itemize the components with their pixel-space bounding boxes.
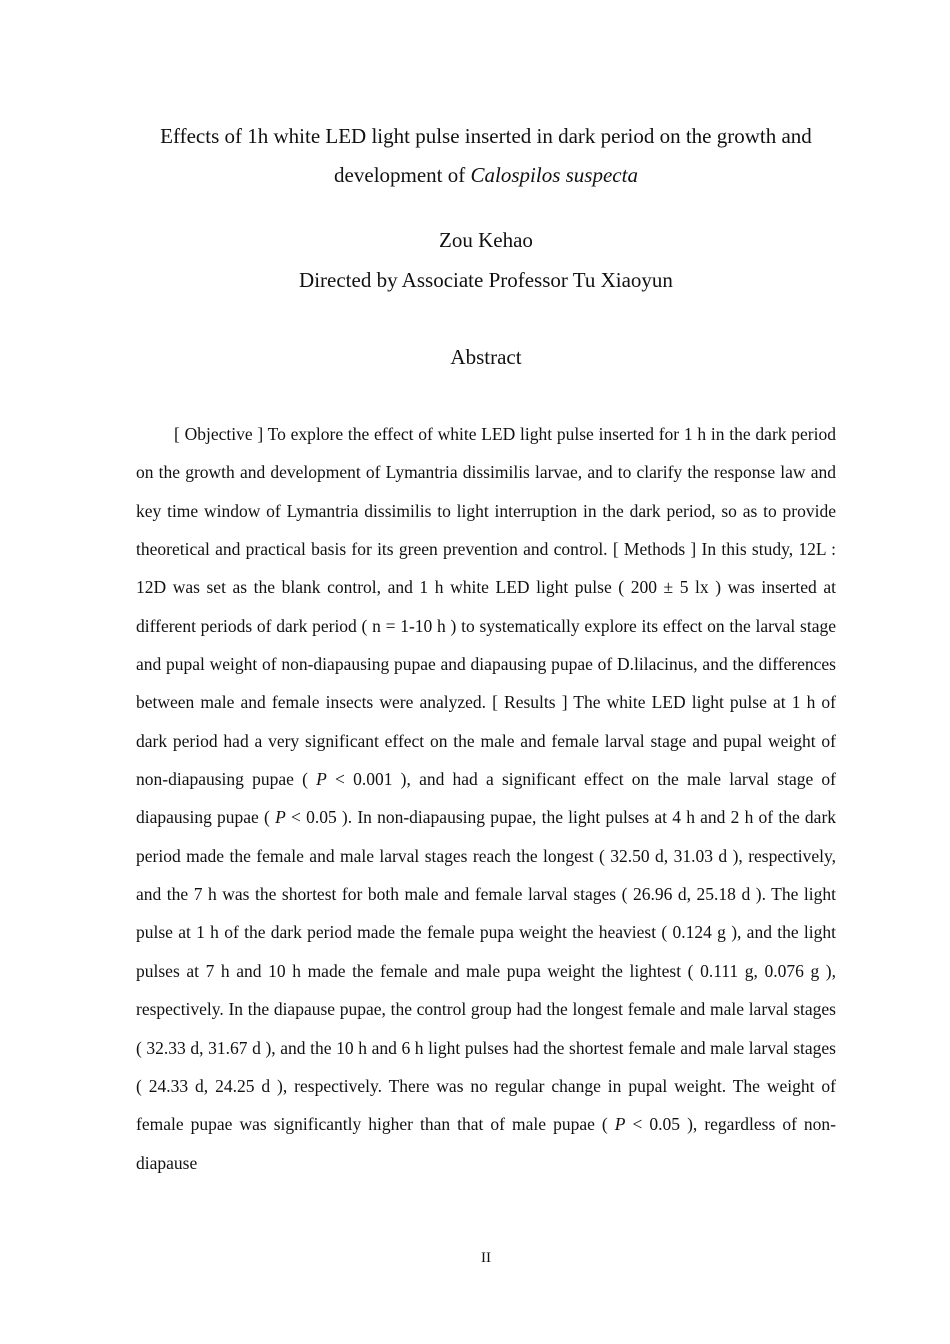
title-species: Calospilos suspecta	[470, 163, 638, 187]
p-value-symbol: P	[316, 769, 327, 790]
p-value-symbol: P	[614, 1114, 626, 1135]
p-value-symbol: P	[275, 807, 286, 828]
abstract-text-4: < 0.05 ), regardless of non-diapause	[136, 1114, 837, 1173]
abstract-text-3: < 0.05 ). In non-diapausing pupae, the light pulses at 4 h and 2 h of the dark period made the female and male larval stages reach the longest ( 32.50 d, 31.03 d ), respectively, and the 7 h was the shortest for both male and female larval stages ( 26.96 d, 25.18 d ). The light pulse at 1 h of the dark period made the female pupa weight the heaviest ( 0.124 g ), and the light pulses at 7 h and 10 h made the female and male pupa weight the lightest ( 0.111 g, 0.076 g ), respectively. In the diapause pupae, the control group had the longest female and male larval stages ( 32.33 d, 31.67 d ), and the 10 h and 6 h light pulses had the shortest female and male larval stages ( 24.33 d, 24.25 d ), respectively. There was no regular change in pupal weight. The weight of female pupae was significantly higher than that of male pupae (	[136, 807, 837, 1135]
title-main: Effects of 1h white LED light pulse inserted in dark period on the growth and development of	[160, 124, 812, 187]
abstract-text-1: [ Objective ] To explore the effect of white LED light pulse inserted for 1 h in the dark period on the growth and development of Lymantria dissimilis larvae, and to clarify the response law and key time window of Lymantria dissimilis to light interruption in the dark period, so as to provide theoretical and practical basis for its green prevention and control. [ Methods ] In this study, 12L : 12D was set as the blank control, and 1 h white LED light pulse ( 200 ± 5 lx ) was inserted at different periods of dark period ( n = 1-10 h ) to systematically explore its effect on the larval stage and pupal weight of non-diapausing pupae and diapausing pupae of D.lilacinus, and the differences between male and female insects were analyzed. [ Results ] The white LED light pulse at 1 h of dark period had a very significant effect on the male and female larval stage and pupal weight of non-diapausing pupae (	[136, 424, 836, 790]
abstract-body	[136, 415, 836, 1182]
abstract-heading: Abstract	[450, 345, 522, 369]
advisor-line: Directed by Associate Professor Tu Xiaoyun	[299, 268, 673, 292]
abstract-text-2: < 0.001 ), and had a significant effect on the male larval stage of diapausing pupae (	[136, 769, 837, 828]
author-name: Zou Kehao	[439, 228, 533, 252]
paper-title	[110, 117, 862, 195]
page-number: II	[481, 1250, 491, 1266]
